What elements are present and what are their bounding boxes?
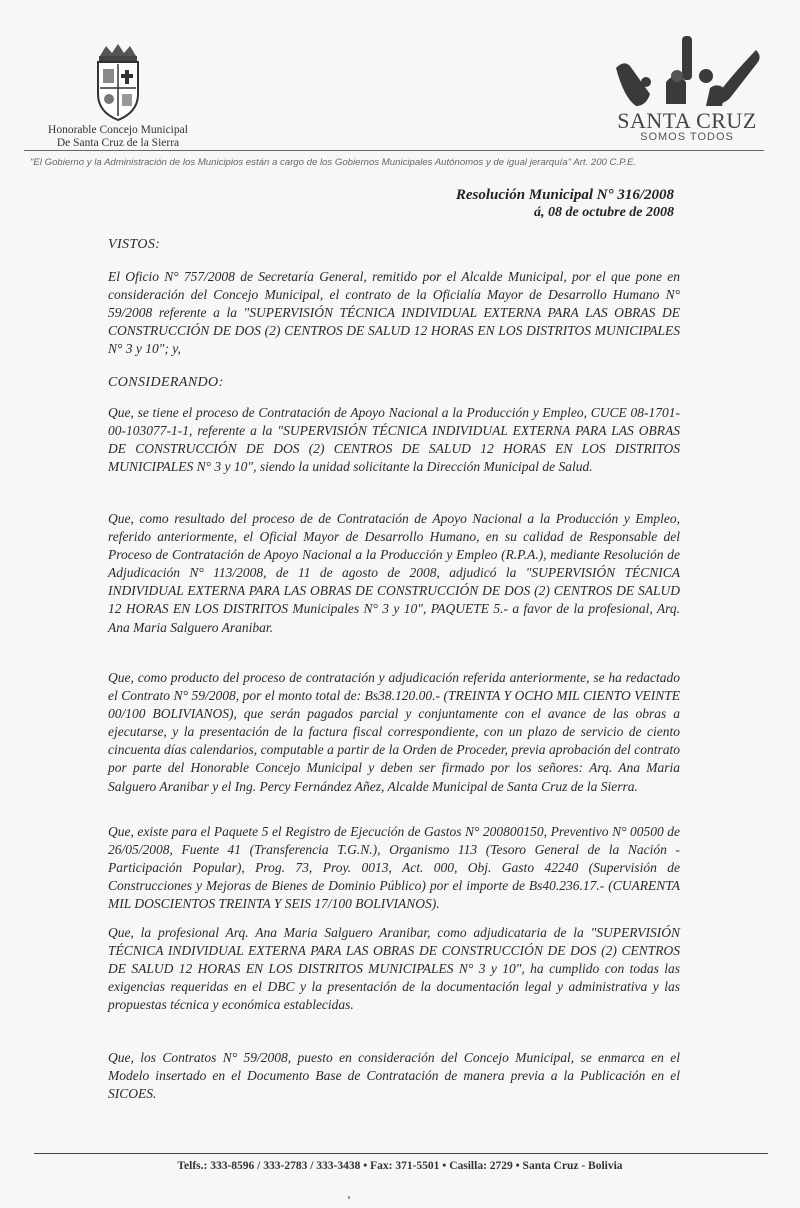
council-name-line1: Honorable Concejo Municipal [48,124,188,136]
brand-slogan: SOMOS TODOS [640,131,734,143]
considerando-paragraph-2: Que, como resultado del proceso de de Contratación de Apoyo Nacional a la Producción y Empleo, referido anteriormente, el Oficial Mayor de Desarrollo Humano, en su calidad de Responsable del Proceso de Contratación de Apoyo Nacional a la Producción y Empleo (R.P.A.), mediante Resolución de Adjudicación N° 113/2008, de 11 de agosto de 2008, adjudicó la "SUPERVISIÓN TÉCNICA INDIVIDUAL EXTERNA PARA LAS OBRAS DE CONSTRUCCIÓN DE DOS (2) CENTROS DE SALUD 12 HORAS EN LOS DISTRITOS Municipales N° 3 y 10", PAQUETE 5.- a favor de la profesional, Arq. Ana Maria Salguero Aranibar. [108,511,680,635]
considerando-paragraph-3: Que, como producto del proceso de contratación y adjudicación referida anteriormente, se ha redactado el Contrato N° 59/2008, por el monto total de: Bs38.120.00.- (TREINTA Y OCHO MIL CIENTO VEINTE 00/100 BOLIVIANOS), que serán pagados parcial y conjuntamente con el avance de las obras a ejecutarse, y la presentación de la factura fiscal correspondiente, con un plazo de servicio de ciento cincuenta días calendarios, computable a partir de la Orden de Proceder, previa aprobación del contrato por parte del Honorable Concejo Municipal y deben ser firmado por los señores: Arq. Ana Maria Salguero Aranibar y el Ing. Percy Fernández Añez, Alcalde Municipal de Santa Cruz de la Sierra. [108,670,680,794]
santa-cruz-people-logo-icon [606,32,766,108]
footer-contact: Telfs.: 333-8596 / 333-2783 / 333-3438 • Fax: 371-5501 • Casilla: 2729 • Santa Cruz - Bolivia [177,1160,623,1172]
council-name-line2: De Santa Cruz de la Sierra [56,137,180,149]
footer-divider [34,1153,768,1154]
considerando-paragraph-5: Que, la profesional Arq. Ana Maria Salguero Aranibar, como adjudicataria de la "SUPERVISIÓN TÉCNICA INDIVIDUAL EXTERNA PARA LAS OBRAS DE CONSTRUCCIÓN DE DOS (2) CENTROS DE SALUD 12 HORAS EN LOS DISTRITOS MUNICIPALES N° 3 y 10", ha cumplido con todas las exigencias requeridas en el DBC y la presentación de la documentación legal y administrativa y las propuestas técnica y económica establecidas. [108,925,680,1013]
resolution-date: á, 08 de octubre de 2008 [534,205,674,220]
council-name [18,124,218,150]
coat-of-arms-icon [88,42,148,124]
considerando-paragraph-4: Que, existe para el Paquete 5 el Registro de Ejecución de Gastos N° 200800150, Preventivo N° 00500 de 26/05/2008, Fuente 41 (Transferencia T.G.N.), Organismo 113 (Tesoro General de la Nación - Participación Popular), Prog. 73, Proy. 0013, Act. 000, Obj. Gasto 42240 (Supervisión de Construcciones y Mejoras de Bienes de Dominio Público) por el importe de Bs40.236.17.- (CUARENTA MIL DOSCIENTOS TREINTA Y SEIS 17/100 BOLIVIANOS). [108,824,680,912]
considerando-paragraph-1: Que, se tiene el proceso de Contratación de Apoyo Nacional a la Producción y Empleo, CUCE 08-1701-00-103077-1-1, referente a la "SUPERVISIÓN TÉCNICA INDIVIDUAL EXTERNA PARA LAS OBRAS DE CONSTRUCCIÓN DE DOS (2) CENTROS DE SALUD 12 HORAS EN LOS DISTRITOS MUNICIPALES N° 3 y 10", siendo la unidad solicitante la Dirección Municipal de Salud. [108,405,680,475]
header-divider [24,150,764,151]
vistos-paragraph: El Oficio N° 757/2008 de Secretaría General, remitido por el Alcalde Municipal, por el que pone en consideración del Concejo Municipal, el contrato de la Oficialía Mayor de Desarrollo Humano N° 59/2008 referente a la "SUPERVISIÓN TÉCNICA INDIVIDUAL EXTERNA PARA LAS OBRAS DE CONSTRUCCIÓN DE DOS (2) CENTROS DE SALUD 12 HORAS EN LOS DISTRITOS MUNICIPALES N° 3 y 10"; y, [108,269,680,357]
resolution-title: Resolución Municipal N° 316/2008 [455,187,674,203]
scan-mark [348,1196,350,1199]
constitution-quote: "El Gobierno y la Administración de los Municipios están a cargo de los Gobiernos Municipales Autónomos y de igual jerarquía" Art. 200 C.P.E. [30,157,637,168]
considerando-heading: CONSIDERANDO: [108,375,224,390]
brand-name: SANTA CRUZ [617,108,757,133]
vistos-heading: VISTOS: [108,237,161,252]
considerando-paragraph-6: Que, los Contratos N° 59/2008, puesto en consideración del Concejo Municipal, se enmarca en el Modelo insertado en el Documento Base de Contratación de manera previa a la Publicación en el SICOES. [108,1050,680,1102]
